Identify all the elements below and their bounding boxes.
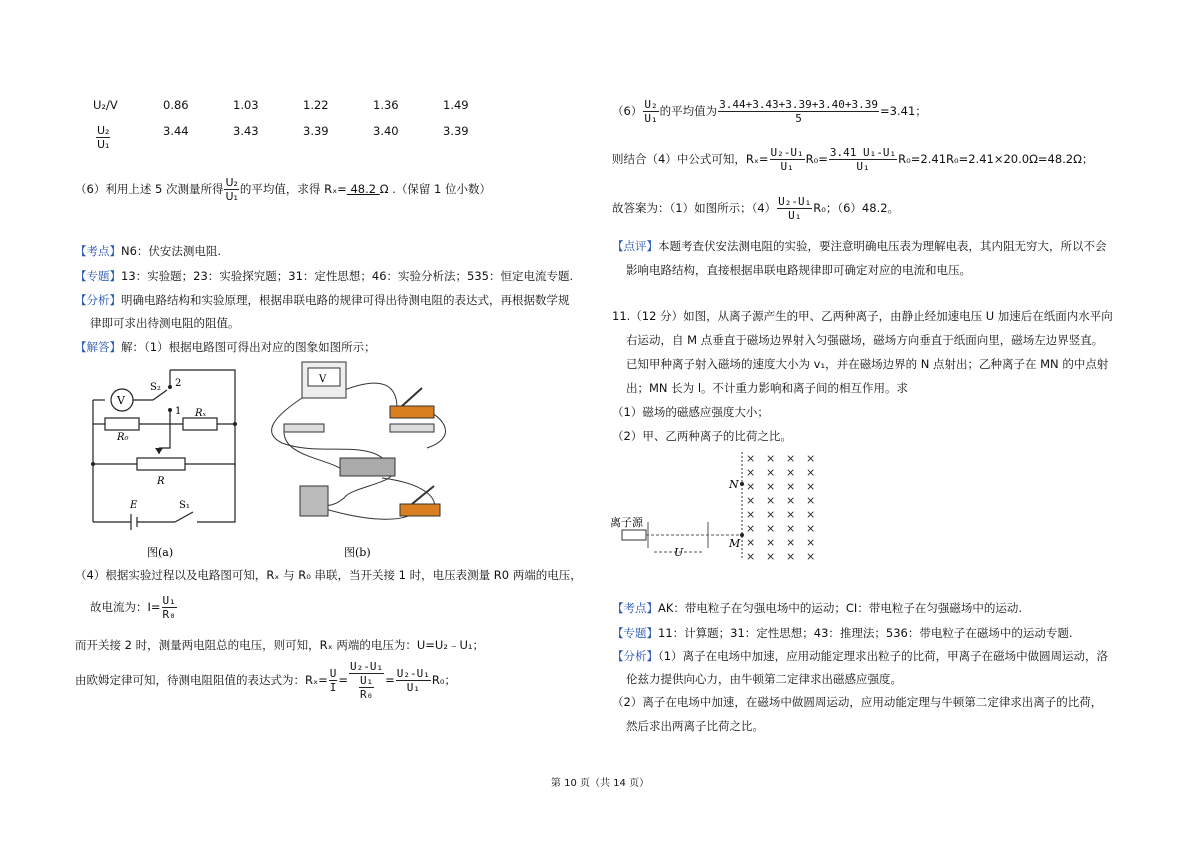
figure-a-caption: 图(a)	[147, 546, 174, 559]
right-fenxi-line3: （2）离子在电场中加速，在磁场中做圆周运动，应用动能定理与牛顿第二定律求出离子的比荷，	[612, 695, 1103, 709]
switch2-text: 而开关接 2 时，测量两电阻总的电压，则可知，Rₓ 两端的电压为：U=U₂﹣U₁；	[75, 638, 484, 652]
dianping: 【点评】本题考查伏安法测电阻的实验，要注意明确电压表为理解电表，其内阻无穷大，所以不会	[612, 239, 1107, 253]
answer-summary: 故答案为：（1）如图所示；（4） $\frac{\text{U₂-U₁}}{\text{U₁}}$ R₀；（6）48.2。	[612, 195, 900, 222]
field-cross-icon: ×	[746, 522, 756, 535]
table-cell: 3.44	[163, 124, 189, 138]
field-cross-icon: ×	[786, 452, 796, 465]
field-cross-icon: ×	[766, 466, 776, 479]
terminal-1-label: 1	[175, 406, 182, 417]
table-cell: 3.40	[373, 124, 399, 138]
q11-line4: 出；MN 长为 l。不计重力影响和离子间的相互作用。求	[626, 381, 909, 395]
q11-line1: 11.（12 分）如图，从离子源产生的甲、乙两种离子，由静止经加速电压 U 加速后在纸面内水平向	[612, 309, 1113, 323]
field-cross-icon: ×	[806, 452, 816, 465]
combine-formula: 则结合（4）中公式可知，Rₓ= $\frac{\text{U₂-U₁}}{\text{U₁}}$ R₀= $\frac{\text{3.41 U₁-U₁}}{\text{U₁}}$ R₀=2.41R₀=2.41×20.0Ω=48.2Ω；	[612, 146, 1094, 173]
table-cell: 3.43	[233, 124, 259, 138]
voltmeter-label: V	[117, 394, 125, 407]
kaodian: 【考点】N6：伏安法测电阻.	[75, 244, 222, 258]
current-formula: 故电流为：I= $\frac{\text{U₁}}{\text{R₀}}$	[90, 594, 176, 621]
field-cross-icon: ×	[786, 536, 796, 549]
dianping-line2: 影响电路结构，直接根据串联电路规律即可确定对应的电流和电压。	[626, 263, 971, 277]
switch-s1-label: S₁	[179, 500, 190, 511]
field-cross-icon: ×	[786, 508, 796, 521]
field-cross-icon: ×	[806, 508, 816, 521]
table-cell: 3.39	[443, 124, 469, 138]
field-cross-icon: ×	[786, 466, 796, 479]
field-cross-icon: ×	[746, 508, 756, 521]
field-cross-icon: ×	[746, 452, 756, 465]
field-cross-icon: ×	[806, 494, 816, 507]
circuit-diagram-b	[262, 358, 462, 563]
q11-line3: 已知甲种离子射入磁场的速度大小为 v₁，并在磁场边界的 N 点射出；乙种离子在 MN 的中点射	[626, 357, 1109, 371]
point-n-label: N	[729, 478, 739, 491]
right-kaodian: 【考点】AK：带电粒子在匀强电场中的运动；CI：带电粒子在匀强磁场中的运动.	[612, 601, 1022, 615]
field-cross-icon: ×	[766, 522, 776, 535]
table-row-label: $\frac{\text{U₂}}{\text{U₁}}$	[97, 124, 110, 151]
field-cross-icon: ×	[806, 480, 816, 493]
fenxi: 【分析】明确电路结构和实验原理，根据串联电路的规律可得出待测电阻的表达式，再根据数学规	[75, 293, 570, 307]
rheostat-label: R	[157, 476, 165, 487]
field-cross-icon: ×	[806, 550, 816, 563]
table-cell: 1.36	[373, 98, 399, 112]
field-cross-icon: ×	[746, 480, 756, 493]
field-cross-icon: ×	[766, 480, 776, 493]
field-cross-icon: ×	[786, 480, 796, 493]
magnetic-field-diagram	[610, 448, 816, 564]
right-zhuanti: 【专题】11：计算题；31：定性思想；43：推理法；536：带电粒子在磁场中的运动专题.	[612, 626, 1073, 640]
r0-label: R₀	[117, 432, 129, 443]
field-cross-icon: ×	[766, 536, 776, 549]
field-cross-icon: ×	[746, 536, 756, 549]
field-cross-icon: ×	[746, 550, 756, 563]
field-cross-icon: ×	[806, 536, 816, 549]
question-6-text: （6）利用上述 5 次测量所得 $\frac{\text{U₂}}{\text{U₁}}$ 的平均值，求得 Rₓ= 48.2 Ω .（保留 1 位小数）	[75, 176, 491, 203]
field-cross-icon: ×	[766, 550, 776, 563]
voltage-label: U	[674, 546, 684, 559]
jieda: 【解答】解：（1）根据电路图可得出对应的图象如图所示；	[75, 340, 376, 354]
figure-b-caption: 图(b)	[344, 546, 371, 559]
page-footer: 第 10 页（共 14 页）	[550, 778, 650, 789]
ohm-formula: 由欧姆定律可知，待测电阻阻值的表达式为：Rₓ= $\frac{U}{I}$ = $\frac{\text{U₂-U₁}}{\frac{\text{U₁}}{\text{R₀}}}$ = $\frac{\text{U₂-U₁}}{\text{U₁}}$ R₀；	[75, 660, 456, 701]
q4-text: （4）根据实验过程以及电路图可知，Rₓ 与 R₀ 串联，当开关接 1 时，电压表测量 R0 两端的电压，	[75, 568, 582, 582]
switch-s2-label: S₂	[150, 382, 161, 393]
field-cross-icon: ×	[766, 508, 776, 521]
field-cross-icon: ×	[786, 550, 796, 563]
terminal-2-label: 2	[175, 378, 182, 389]
field-cross-icon: ×	[766, 452, 776, 465]
field-cross-icon: ×	[806, 466, 816, 479]
right-fenxi-line2: 伦兹力提供向心力，由牛顿第二定律求出磁感应强度。	[626, 672, 902, 686]
field-cross-icon: ×	[786, 494, 796, 507]
field-cross-icon: ×	[786, 522, 796, 535]
table-row-label: U₂/V	[93, 98, 118, 112]
right-fenxi: 【分析】（1）离子在电场中加速，应用动能定理求出粒子的比荷，甲离子在磁场中做圆周运动，洛	[612, 649, 1109, 663]
table-cell: 1.22	[303, 98, 329, 112]
right-fenxi-line4: 然后求出两离子比荷之比。	[626, 719, 764, 733]
field-cross-icon: ×	[746, 466, 756, 479]
ion-source-label: 离子源	[610, 516, 643, 529]
q11-line2: 右运动，自 M 点垂直于磁场边界射入匀强磁场，磁场方向垂直于纸面向里，磁场左边界竖直。	[626, 333, 1104, 347]
q11-sub2: （2）甲、乙两种离子的比荷之比。	[612, 429, 792, 443]
field-cross-icon: ×	[766, 494, 776, 507]
table-cell: 0.86	[163, 98, 189, 112]
meter-label: V	[319, 374, 327, 385]
field-cross-icon: ×	[806, 522, 816, 535]
table-cell: 1.49	[443, 98, 469, 112]
table-cell: 1.03	[233, 98, 259, 112]
right-q6: （6） $\frac{\text{U₂}}{\text{U₁}}$ 的平均值为 $\frac{3.44+3.43+3.39+3.40+3.39}{5}$ =3.41；	[612, 98, 927, 125]
circuit-diagram-a	[75, 362, 250, 562]
battery-label: E	[130, 500, 138, 511]
q11-sub1: （1）磁场的磁感应强度大小；	[612, 405, 769, 419]
table-cell: 3.39	[303, 124, 329, 138]
zhuanti: 【专题】13：实验题；23：实验探究题；31：定性思想；46：实验分析法；535：恒定电流专题.	[75, 269, 574, 283]
answer-blank: 48.2	[346, 182, 380, 196]
point-m-label: M	[729, 537, 741, 550]
rx-label: Rₓ	[195, 408, 207, 419]
field-cross-icon: ×	[746, 494, 756, 507]
fenxi-line2: 律即可求出待测电阻的阻值。	[90, 316, 240, 330]
